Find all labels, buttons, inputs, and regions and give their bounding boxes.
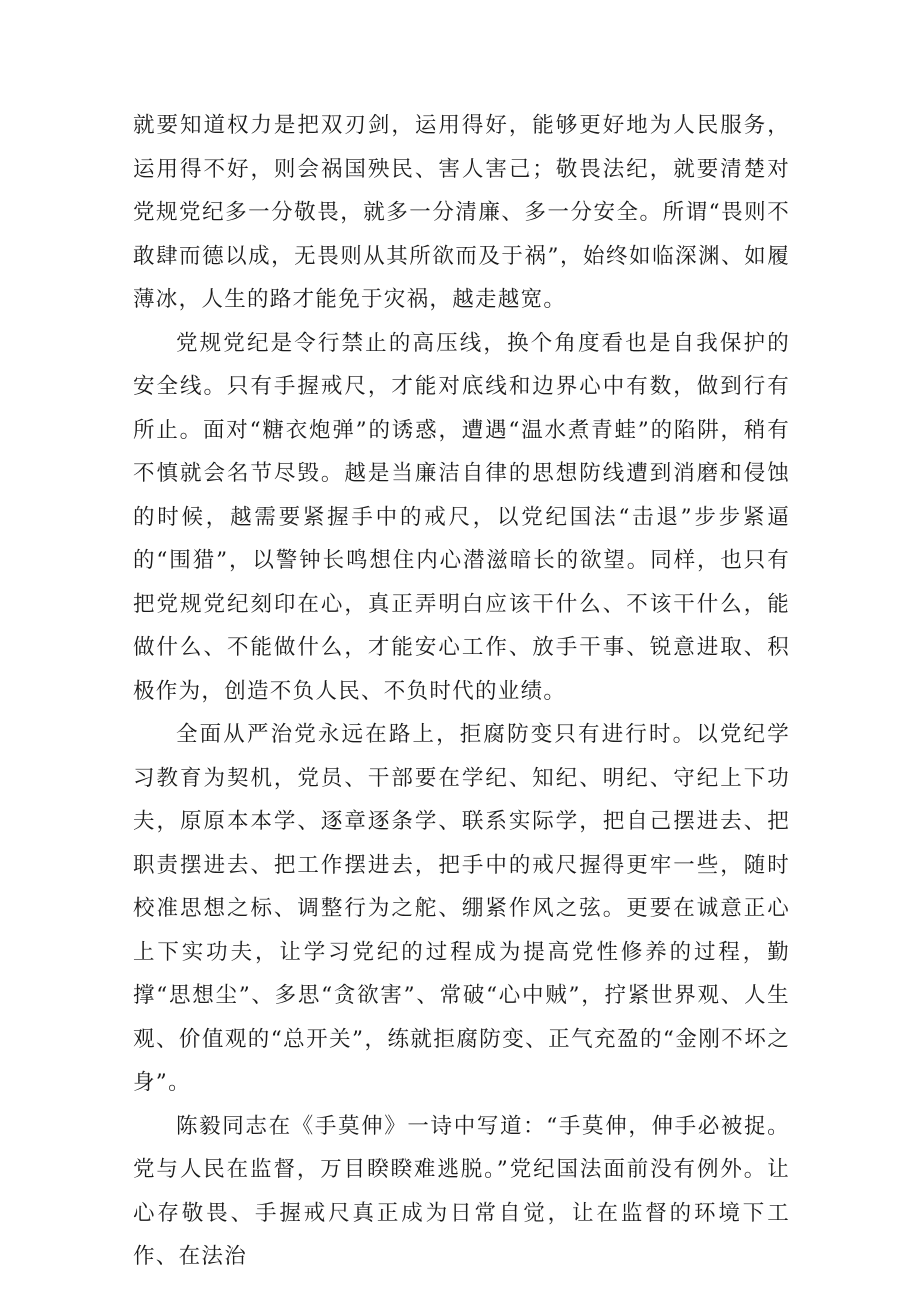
- paragraph-4: 陈毅同志在《手莫伸》一诗中写道：“手莫伸，伸手必被捉。党与人民在监督，万目睽睽难逃脱。”党纪国法面前没有例外。让心存敬畏、手握戒尺真正成为日常自觉，让在监督的环境下工作、在法治: [133, 1113, 790, 1269]
- paragraph-2: 党规党纪是令行禁止的高压线，换个角度看也是自我保护的安全线。只有手握戒尺，才能对底线和边界心中有数，做到行有所止。面对“糖衣炮弹”的诱惑，遭遇“温水煮青蛙”的陷阱，稍有不慎就会名节尽毁。越是当廉洁自律的思想防线遭到消磨和侵蚀的时候，越需要紧握手中的戒尺，以党纪国法“击退”步步紧逼的“围猎”，以警钟长鸣想住内心潜滋暗长的欲望。同样，也只有把党规党纪刻印在心，真正弄明白应该干什么、不该干什么，能做什么、不能做什么，才能安心工作、放手干事、锐意进取、积极作为，创造不负人民、不负时代的业绩。: [133, 330, 790, 704]
- paragraph-1: 就要知道权力是把双刃剑，运用得好，能够更好地为人民服务，运用得不好，则会祸国殃民、害人害己；敬畏法纪，就要清楚对党规党纪多一分敬畏，就多一分清廉、多一分安全。所谓“畏则不敢肆而德以成，无畏则从其所欲而及于祸”，始终如临深渊、如履薄冰，人生的路才能免于灾祸，越走越宽。: [133, 113, 790, 312]
- document-body: [133, 104, 790, 1279]
- paragraph-3: 全面从严治党永远在路上，拒腐防变只有进行时。以党纪学习教育为契机，党员、干部要在学纪、知纪、明纪、守纪上下功夫，原原本本学、逐章逐条学、联系实际学，把自己摆进去、把职责摆进去、把工作摆进去，把手中的戒尺握得更牢一些，随时校准思想之标、调整行为之舵、绷紧作风之弦。更要在诚意正心上下实功夫，让学习党纪的过程成为提高党性修养的过程，勤撑“思想尘”、多思“贪欲害”、常破“心中贼”，拧紧世界观、人生观、价值观的“总开关”，练就拒腐防变、正气充盈的“金刚不坏之身”。: [133, 722, 790, 1095]
